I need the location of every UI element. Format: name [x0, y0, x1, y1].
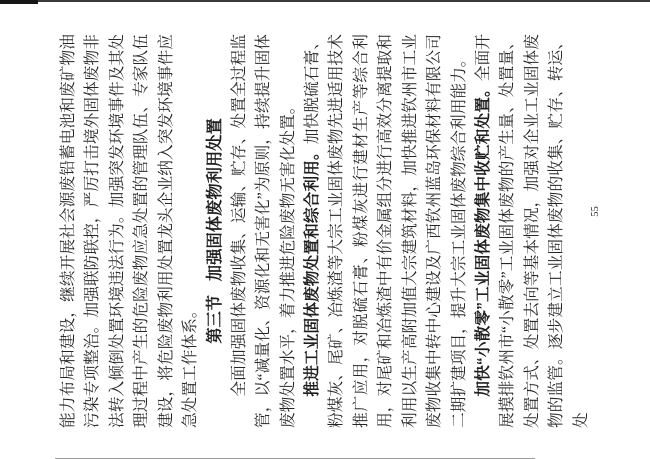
paragraph-small-scattered-waste-body: 全面开展摸排钦州市“小散零”工业固体废物的产生量、处置量、处置方式、处置去向等基本情况，加强对企业工业固体废物的监管。逐步建立工业固体废物的收集、贮存、转运、处	[474, 34, 590, 428]
page-number: 55	[590, 206, 601, 217]
section-heading-title: 加强固体废物利用处置	[206, 118, 225, 282]
paragraph-industrial-waste	[301, 34, 472, 428]
section-heading-number: 第三节	[206, 294, 225, 344]
page-text-block	[57, 34, 594, 428]
paragraph-small-scattered-waste-bold-lead: 加快“小散零”工业固体废物集中收贮和处置。	[474, 81, 492, 397]
paragraph-small-scattered-waste	[472, 34, 594, 428]
closing-paragraph: 能力布局和建设，继续开展社会源废铅蓄电池和废矿物油污染专项整治。加强联防联控，严厉打击境外固体废物非法转入倾倒处置环境违法行为。加强突发环境事件及其处理过程中产生的危险废物应急处置的管理队伍、专家队伍建设，将危险废物利用处置龙头企业纳入突发环境事件应急处置工作体系。	[60, 34, 200, 428]
section-heading	[203, 34, 227, 428]
paragraph-industrial-waste-body: 加快脱硫石膏、粉煤灰、尾矿、冶炼渣等大宗工业固体废物先进适用技术推广应用，对脱硫石膏、粉煤灰进行建材生产等综合利用，对尾矿和冶炼渣中有价金属组分进行高效分离提取和利用以生产高附加值大宗建筑材料，加快推进钦州市工业废物收集中转中心建设及广西钦州蓝岛环保材料有限公司二期扩建项目，提升大宗工业固体废物综合利用能力。	[304, 33, 468, 428]
paragraph-industrial-waste-bold-lead: 推进工业固体废物处置和综合利用。	[304, 144, 322, 397]
paragraph-overview: 全面加强固体废物收集、运输、贮存、处置全过程监管，以“减量化、资源化和无害化”为原则，持续提升固体废物处置水平，着力推进危险废物无害化处置。	[230, 34, 297, 428]
